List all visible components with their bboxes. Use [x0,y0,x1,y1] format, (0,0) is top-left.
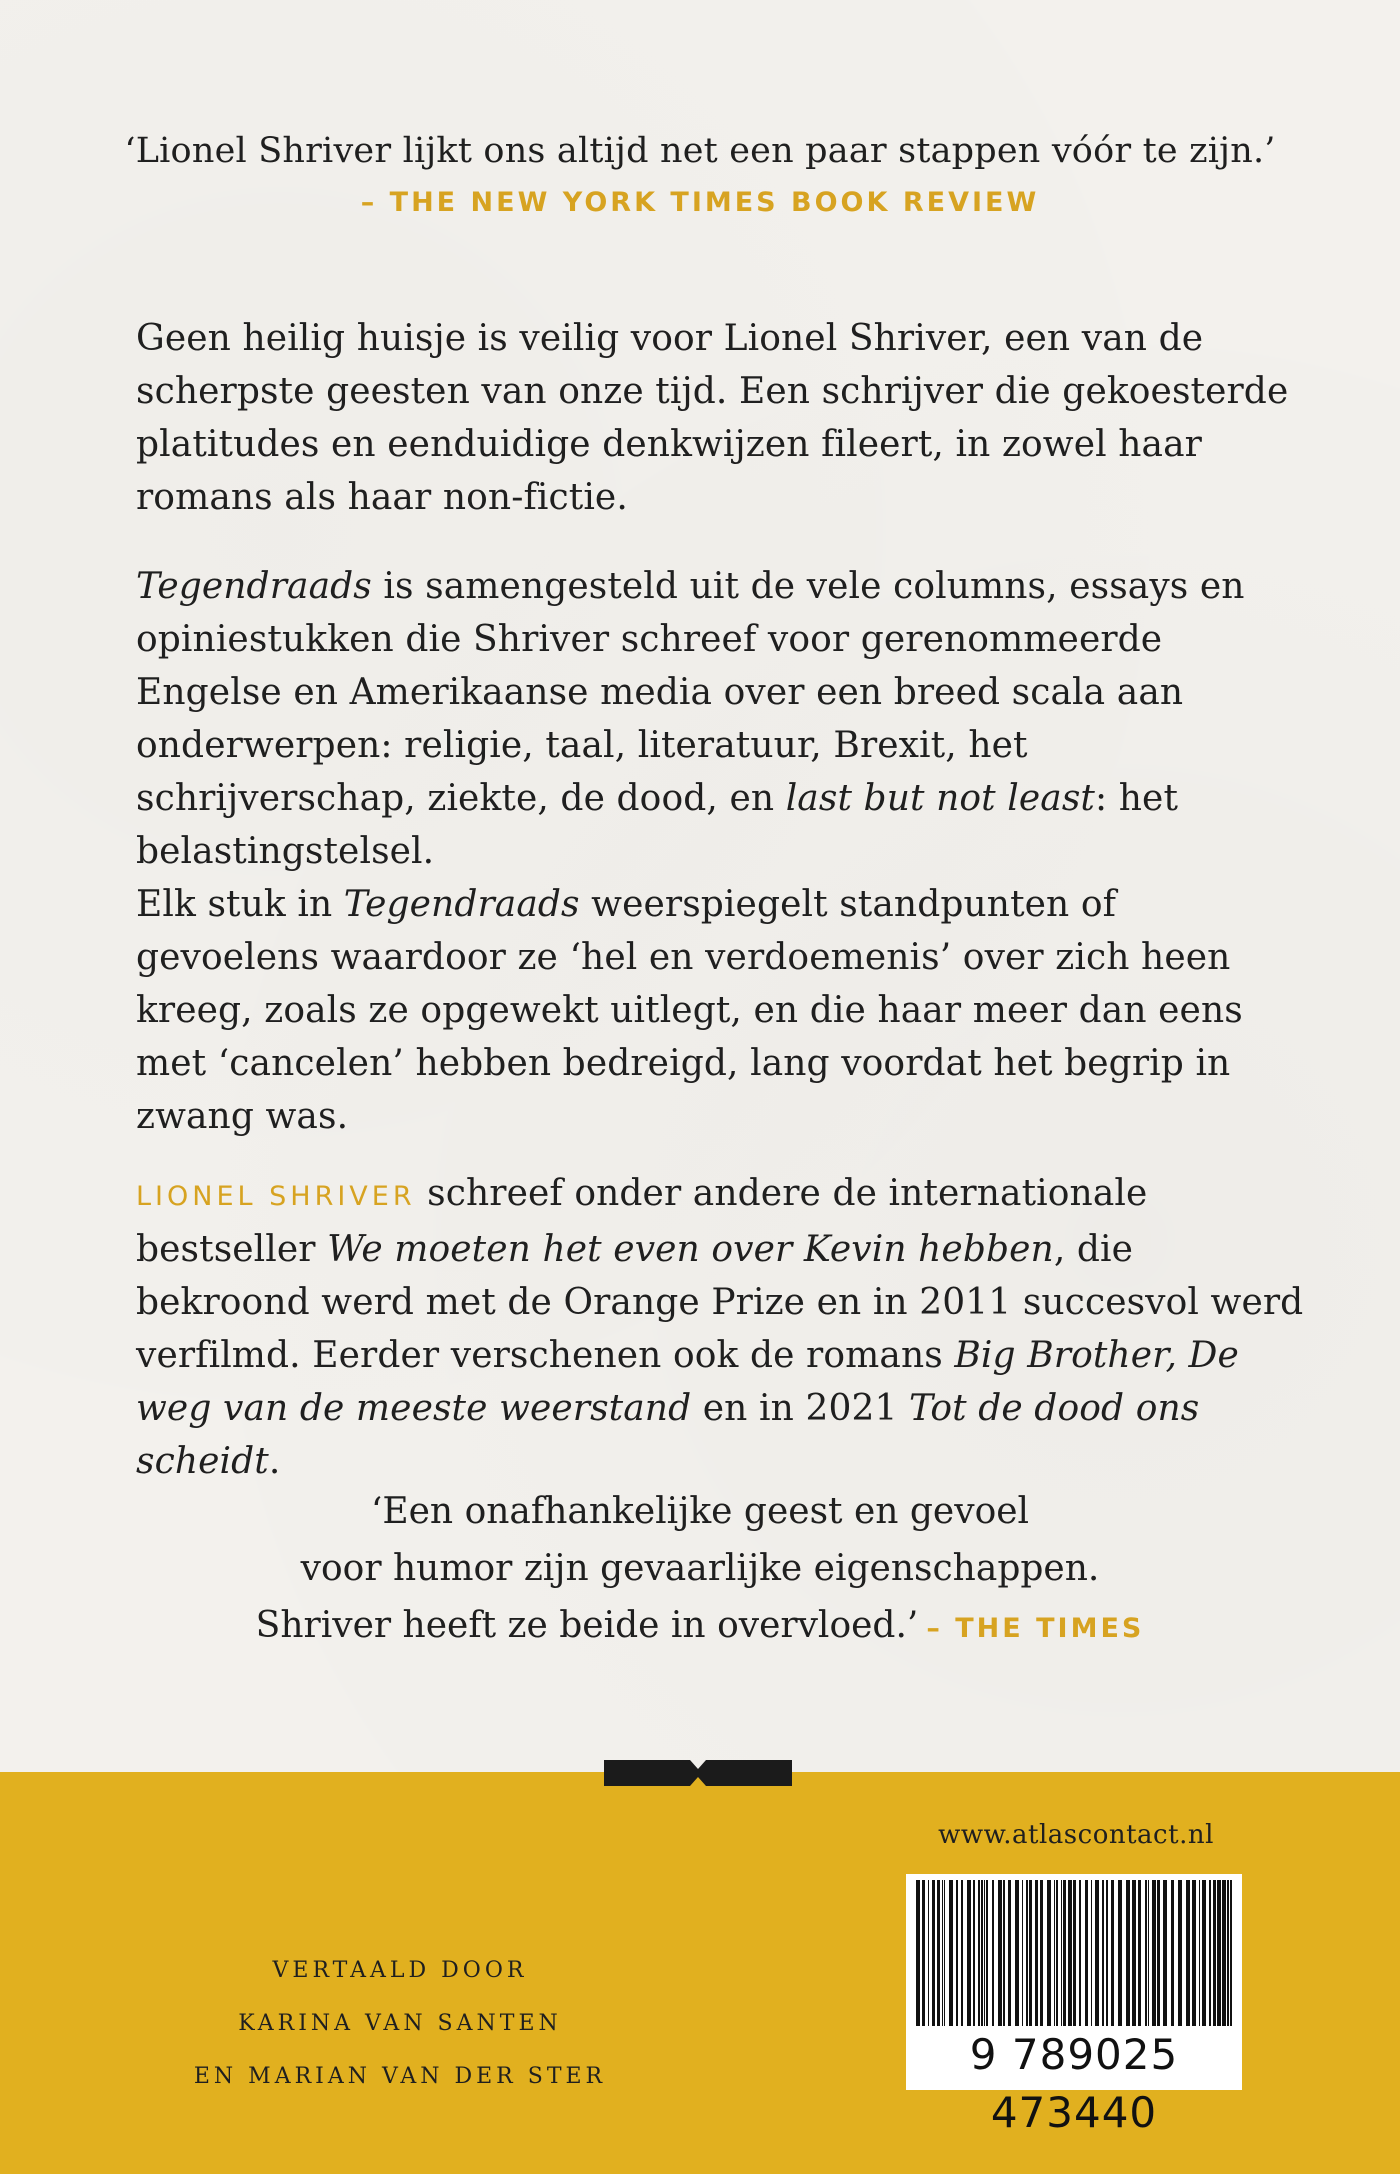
barcode-bar [1079,1880,1081,2026]
author-name: LIONEL SHRIVER [136,1181,416,1212]
barcode-bar [1157,1880,1160,2026]
top-quote-source: – THE NEW YORK TIMES BOOK REVIEW [360,187,1040,218]
barcode-bar [1056,1880,1058,2026]
barcode-bar [1217,1880,1221,2026]
barcode-bar [944,1880,945,2026]
barcode-bar [1126,1880,1130,2026]
barcode-bar [1138,1880,1141,2026]
bottom-quote-line-3: Shriver heeft ze beide in overvloed.’ [255,1605,919,1646]
barcode-bar [1230,1880,1232,2026]
description-paragraph-2 [136,560,1306,1143]
barcode-bar [1029,1880,1032,2026]
description-paragraph-1 [136,312,1306,524]
barcode-bar [1106,1880,1108,2026]
barcode-bar [1068,1880,1072,2026]
barcode-bar [1132,1880,1136,2026]
barcode-bar [1192,1880,1196,2026]
barcode-bar [973,1880,975,2026]
barcode-bar [1163,1880,1167,2026]
barcode-bar [1202,1880,1206,2026]
barcode-bar [928,1880,929,2026]
publisher-url: www.atlascontact.nl [938,1820,1214,1850]
barcode-bar [1095,1880,1099,2026]
top-quote [0,128,1400,226]
barcode-bar [1209,1880,1211,2026]
barcode-bar [1148,1880,1149,2026]
barcode-bar [1091,1880,1092,2026]
barcode-bar [916,1880,920,2026]
barcode-bar [1213,1880,1216,2026]
barcode-bar [1008,1880,1011,2026]
barcode-bar [937,1880,940,2026]
barcode-bar [1047,1880,1051,2026]
italic-phrase: last but not least [785,778,1095,819]
bio-part-3: en in 2021 [691,1388,910,1429]
barcode-bar [984,1880,985,2026]
barcode-bar [949,1880,953,2026]
barcode-bar [1186,1880,1190,2026]
barcode-bar [961,1880,963,2026]
barcode [906,1874,1242,2137]
credits-line-2: KARINA VAN SANTEN [238,2011,562,2036]
author-bio-text [136,1167,1306,1488]
barcode-bar [1015,1880,1019,2026]
barcode-bar [1145,1880,1147,2026]
bowtie-ornament-icon [604,1760,792,1786]
barcode-bar [956,1880,958,2026]
top-quote-text: ‘Lionel Shriver lijkt ons altijd net een paar stappen vóór te zijn.’ [124,131,1276,171]
bio-part-2: , die bekroond werd met de Orange Prize en in 2011 succesvol werd verfilmd. Eerder verschenen ook de romans [136,1229,1304,1376]
barcode-bar [1061,1880,1062,2026]
barcode-bar [1178,1880,1182,2026]
book-title: Tegendraads [136,566,372,607]
credits-line-3: EN MARIAN VAN DER STER [193,2064,607,2089]
barcode-bar [1022,1880,1023,2026]
bottom-quote-source: – THE TIMES [926,1613,1145,1644]
paragraph-2-part-4: weerspiegelt standpunten of gevoelens waardoor ze ‘hel en verdoemenis’ over zich heen kreeg, zoals ze opgewekt uitlegt, en die haar meer dan eens met ‘cancelen’ hebben bedreigd, lang voordat het begrip in zwang was. [136,884,1243,1137]
paragraph-2-part-1: is samengesteld uit de vele columns, essays en opiniestukken die Shriver schreef voor gerenommeerde Engelse en Amerikaanse media over een breed scala aan onderwerpen: religie, taal, literatuur, Brexit, het schrijverschap, ziekte, de dood, en [136,566,1245,819]
barcode-bar [1171,1880,1174,2026]
barcode-bar [1035,1880,1038,2026]
barcode-bar [992,1880,994,2026]
bio-part-1: schreef onder andere de internationale bestseller [136,1173,1148,1270]
barcode-bar [942,1880,943,2026]
translator-credits [150,1944,650,2103]
bottom-quote [0,1483,1400,1657]
credits-line-1: VERTAALD DOOR [272,1958,528,1983]
barcode-bar [1222,1880,1226,2026]
bio-part-4: . [268,1441,281,1482]
barcode-bar [1073,1880,1076,2026]
barcode-bar [1102,1880,1104,2026]
barcode-bar [1085,1880,1088,2026]
barcode-bar [1111,1880,1114,2026]
paragraph-2-part-2: : het belastingstelsel. [136,778,1179,872]
bottom-quote-line-1: ‘Een onafhankelijke geest en gevoel [370,1491,1030,1532]
book-title: Tegendraads [343,884,580,925]
paragraph-2-part-3: Elk stuk in [136,884,344,925]
isbn-number: 9 789025 473440 [906,2026,1242,2086]
barcode-bar [978,1880,980,2026]
bio-book-3: Tot de dood ons scheidt [136,1388,1200,1482]
barcode-bar [998,1880,1002,2026]
bio-book-2: Big Brother, De weg van de meeste weerstand [136,1335,1239,1429]
author-bio [136,1167,1306,1488]
barcode-bar [986,1880,988,2026]
barcode-bar [922,1880,925,2026]
paragraph-2-text [136,560,1306,1143]
bottom-quote-line-2: voor humor zijn gevaarlijke eigenschappen. [300,1548,1100,1589]
barcode-bar [967,1880,971,2026]
barcode-bar [1152,1880,1156,2026]
barcode-bar [1199,1880,1200,2026]
barcode-bar [1026,1880,1028,2026]
barcode-bar [981,1880,983,2026]
barcode-bar [1118,1880,1122,2026]
barcode-bar [1040,1880,1043,2026]
barcode-bar [1003,1880,1005,2026]
barcode-bar [932,1880,935,2026]
barcode-bar [1063,1880,1066,2026]
bio-book-1: We moeten het even over Kevin hebben [327,1229,1054,1270]
barcode-bar [1054,1880,1055,2026]
barcode-bar [1227,1880,1229,2026]
paragraph-1-text: Geen heilig huisje is veilig voor Lionel Shriver, een van de scherpste geesten van onze tijd. Een schrijver die gekoesterde platitudes en eenduidige denkwijzen fileert, in zowel haar romans als haar non-fictie. [136,318,1289,518]
bottom-quote-line-3-row [0,1597,1400,1657]
